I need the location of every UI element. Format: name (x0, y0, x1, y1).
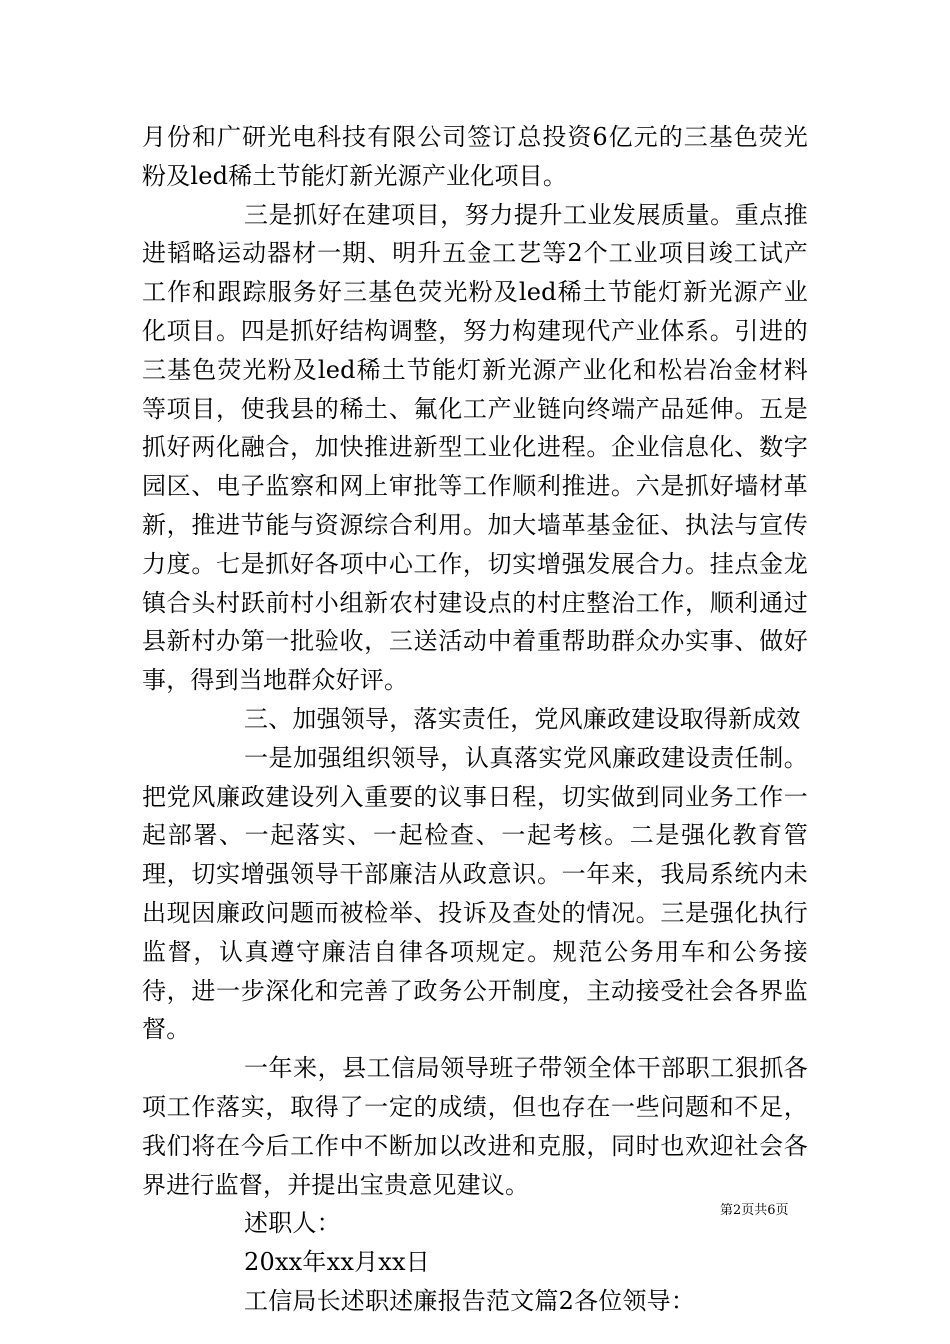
next-report-title: 工信局长述职述廉报告范文篇2各位领导： (244, 1286, 696, 1315)
report-date: 20xx年xx月xx日 (244, 1248, 430, 1277)
paragraph-construction-projects: 三是抓好在建项目，努力提升工业发展质量。重点推进韬略运动器材一期、明升五金工艺等2个工业项目竣工试产工作和跟踪服务好三基色荧光粉及led稀土节能灯新光源产业化项目。四是抓好结构调整，努力构建现代产业体系。引进的三基色荧光粉及led稀土节能灯新光源产业化和松岩冶金材料等项目，使我县的稀土、氟化工产业链向终端产品延伸。五是抓好两化融合，加快推进新型工业化进程。企业信息化、数字园区、电子监察和网上审批等工作顺利推进。六是抓好墙材革新，推进节能与资源综合利用。加大墙革基金征、执法与宣传力度。七是抓好各项中心工作，切实增强发展合力。挂点金龙镇合头村跃前村小组新农村建设点的村庄整治工作，顺利通过县新村办第一批验收，三送活动中着重帮助群众办实事、做好事，得到当地群众好评。 (142, 200, 808, 695)
paragraph-integrity: 一是加强组织领导，认真落实党风廉政建设责任制。把党风廉政建设列入重要的议事日程，切实做到同业务工作一起部署、一起落实、一起检查、一起考核。二是强化教育管理，切实增强领导干部廉洁从政意识。一年来，我局系统内未出现因廉政问题而被检举、投诉及查处的情况。三是强化执行监督，认真遵守廉洁自律各项规定。规范公务用车和公务接待，进一步深化和完善了政务公开制度，主动接受社会各界监督。 (142, 743, 808, 1044)
section-heading-integrity: 三、加强领导，落实责任，党风廉政建设取得新成效 (244, 704, 801, 733)
page-number-footer: 第2页共6页 (720, 1203, 789, 1218)
paragraph-summary: 一年来，县工信局领导班子带领全体干部职工狠抓各项工作落实，取得了一定的成绩，但也存在一些问题和不足，我们将在今后工作中不断加以改进和克服，同时也欢迎社会各界进行监督，并提出宝贵意见建议。 (142, 1054, 808, 1199)
paragraph-continuation: 月份和广研光电科技有限公司签订总投资6亿元的三基色荧光粉及led稀土节能灯新光源产业化项目。 (142, 123, 808, 190)
signature-label: 述职人： (244, 1209, 341, 1238)
document-body (142, 118, 808, 1321)
